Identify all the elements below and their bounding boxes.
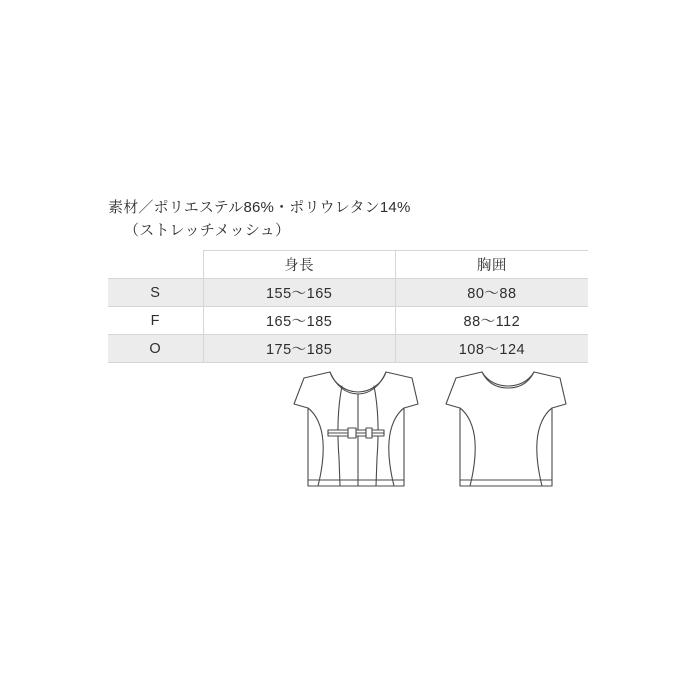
garment-illustration <box>290 362 580 512</box>
row-chest-value: 108〜124 <box>395 335 588 363</box>
material-line-primary: 素材／ポリエステル86%・ポリウレタン14% <box>108 199 411 216</box>
material-line-secondary: （ストレッチメッシュ） <box>124 222 291 240</box>
row-chest-value: 80〜88 <box>395 279 588 307</box>
vest-back-illustration <box>446 372 566 486</box>
size-table-head <box>108 251 588 279</box>
row-height-value: 165〜185 <box>203 307 395 335</box>
row-size-label: S <box>108 279 203 307</box>
table-row <box>108 335 588 363</box>
row-height-value: 175〜185 <box>203 335 395 363</box>
table-row <box>108 307 588 335</box>
table-row <box>108 279 588 307</box>
row-chest-value: 88〜112 <box>395 307 588 335</box>
row-height-value: 155〜165 <box>203 279 395 307</box>
table-header-row <box>108 251 588 279</box>
row-size-label: F <box>108 307 203 335</box>
row-size-label: O <box>108 335 203 363</box>
size-table-body <box>108 279 588 363</box>
table-corner-cell <box>108 251 203 279</box>
vest-front-illustration <box>294 372 418 486</box>
column-header-height: 身長 <box>203 251 395 279</box>
material-composition <box>108 196 588 243</box>
size-table <box>108 250 588 363</box>
column-header-chest: 胸囲 <box>395 251 588 279</box>
